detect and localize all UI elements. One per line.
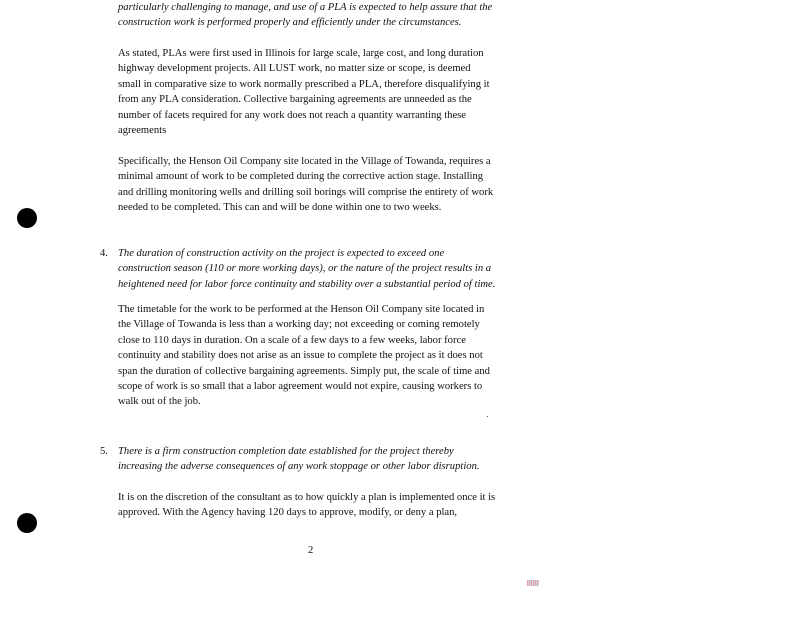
item-5-heading [118,444,543,475]
text-line: number of facets required for any work does not reach a quantity warranting these [118,109,466,121]
text-line: and drilling monitoring wells and drilling soil borings will comprise the entirety of work [118,186,494,198]
text-line: particularly challenging to manage, and use of a PLA is expected to help assure that the [118,2,493,13]
text-line: It is on the discretion of the consultant as to how quickly a plan is implemented once it is [118,492,496,503]
text-line: highway development projects. All LUST work, no matter size or scope, is deemed [118,63,471,75]
text-line: from any PLA consideration. Collective bargaining agreements are unneeded as the [118,94,472,106]
pla-paragraph [118,46,543,138]
text-line: small in comparative size to work normally prescribed a PLA, therefore disqualifying it [118,78,490,90]
scan-speck [487,416,488,417]
item-5-number: 5. [100,446,108,457]
item-4-heading [118,246,543,292]
page-number: 2 [308,545,314,556]
text-line: There is a firm construction completion date established for the project thereby [118,446,454,457]
text-line: Specifically, the Henson Oil Company site located in the Village of Towanda, requires a [118,156,491,167]
text-line: needed to be completed. This can and will be done within one to two weeks. [118,202,442,214]
text-line: walk out of the job. [118,396,201,408]
punch-hole-bottom [17,513,37,533]
intro-paragraph [118,0,543,31]
text-line: The timetable for the work to be performed at the Henson Oil Company site located in [118,304,485,315]
item-4-number: 4. [100,248,108,259]
text-line: The duration of construction activity on the project is expected to exceed one [118,248,445,259]
text-line: continuity and stability does not arise as an issue to complete the project as it does not [118,350,483,362]
text-line: scope of work is so small that a labor agreement would not expire, causing workers to [118,381,483,393]
text-line: minimal amount of work to be completed during the corrective action stage. Installing [118,171,484,183]
text-line: agreements [118,125,167,137]
text-line: approved. With the Agency having 120 days to approve, modify, or deny a plan, [118,507,458,519]
item-5-body [118,490,543,521]
text-line: As stated, PLAs were first used in Illinois for large scale, large cost, and long duration [118,48,484,59]
text-line: construction season (110 or more working days), or the nature of the project results in a [118,263,492,275]
text-line: span the duration of collective bargaining agreements. Simply put, the scale of time and [118,365,490,377]
punch-hole-top [17,208,37,228]
scan-artifact [527,580,539,586]
text-line: the Village of Towanda is less than a working day; not exceeding or coming remotely [118,319,480,331]
henson-paragraph [118,154,543,216]
text-line: heightened need for labor force continuity and stability over a substantial period of time. [118,278,496,290]
text-line: increasing the adverse consequences of any work stoppage or other labor disruption. [118,461,480,473]
item-4-body [118,302,543,410]
text-line: construction work is performed properly and efficiently under the circumstances. [118,17,462,29]
text-line: close to 110 days in duration. On a scale of a few days to a few weeks, labor force [118,334,466,346]
